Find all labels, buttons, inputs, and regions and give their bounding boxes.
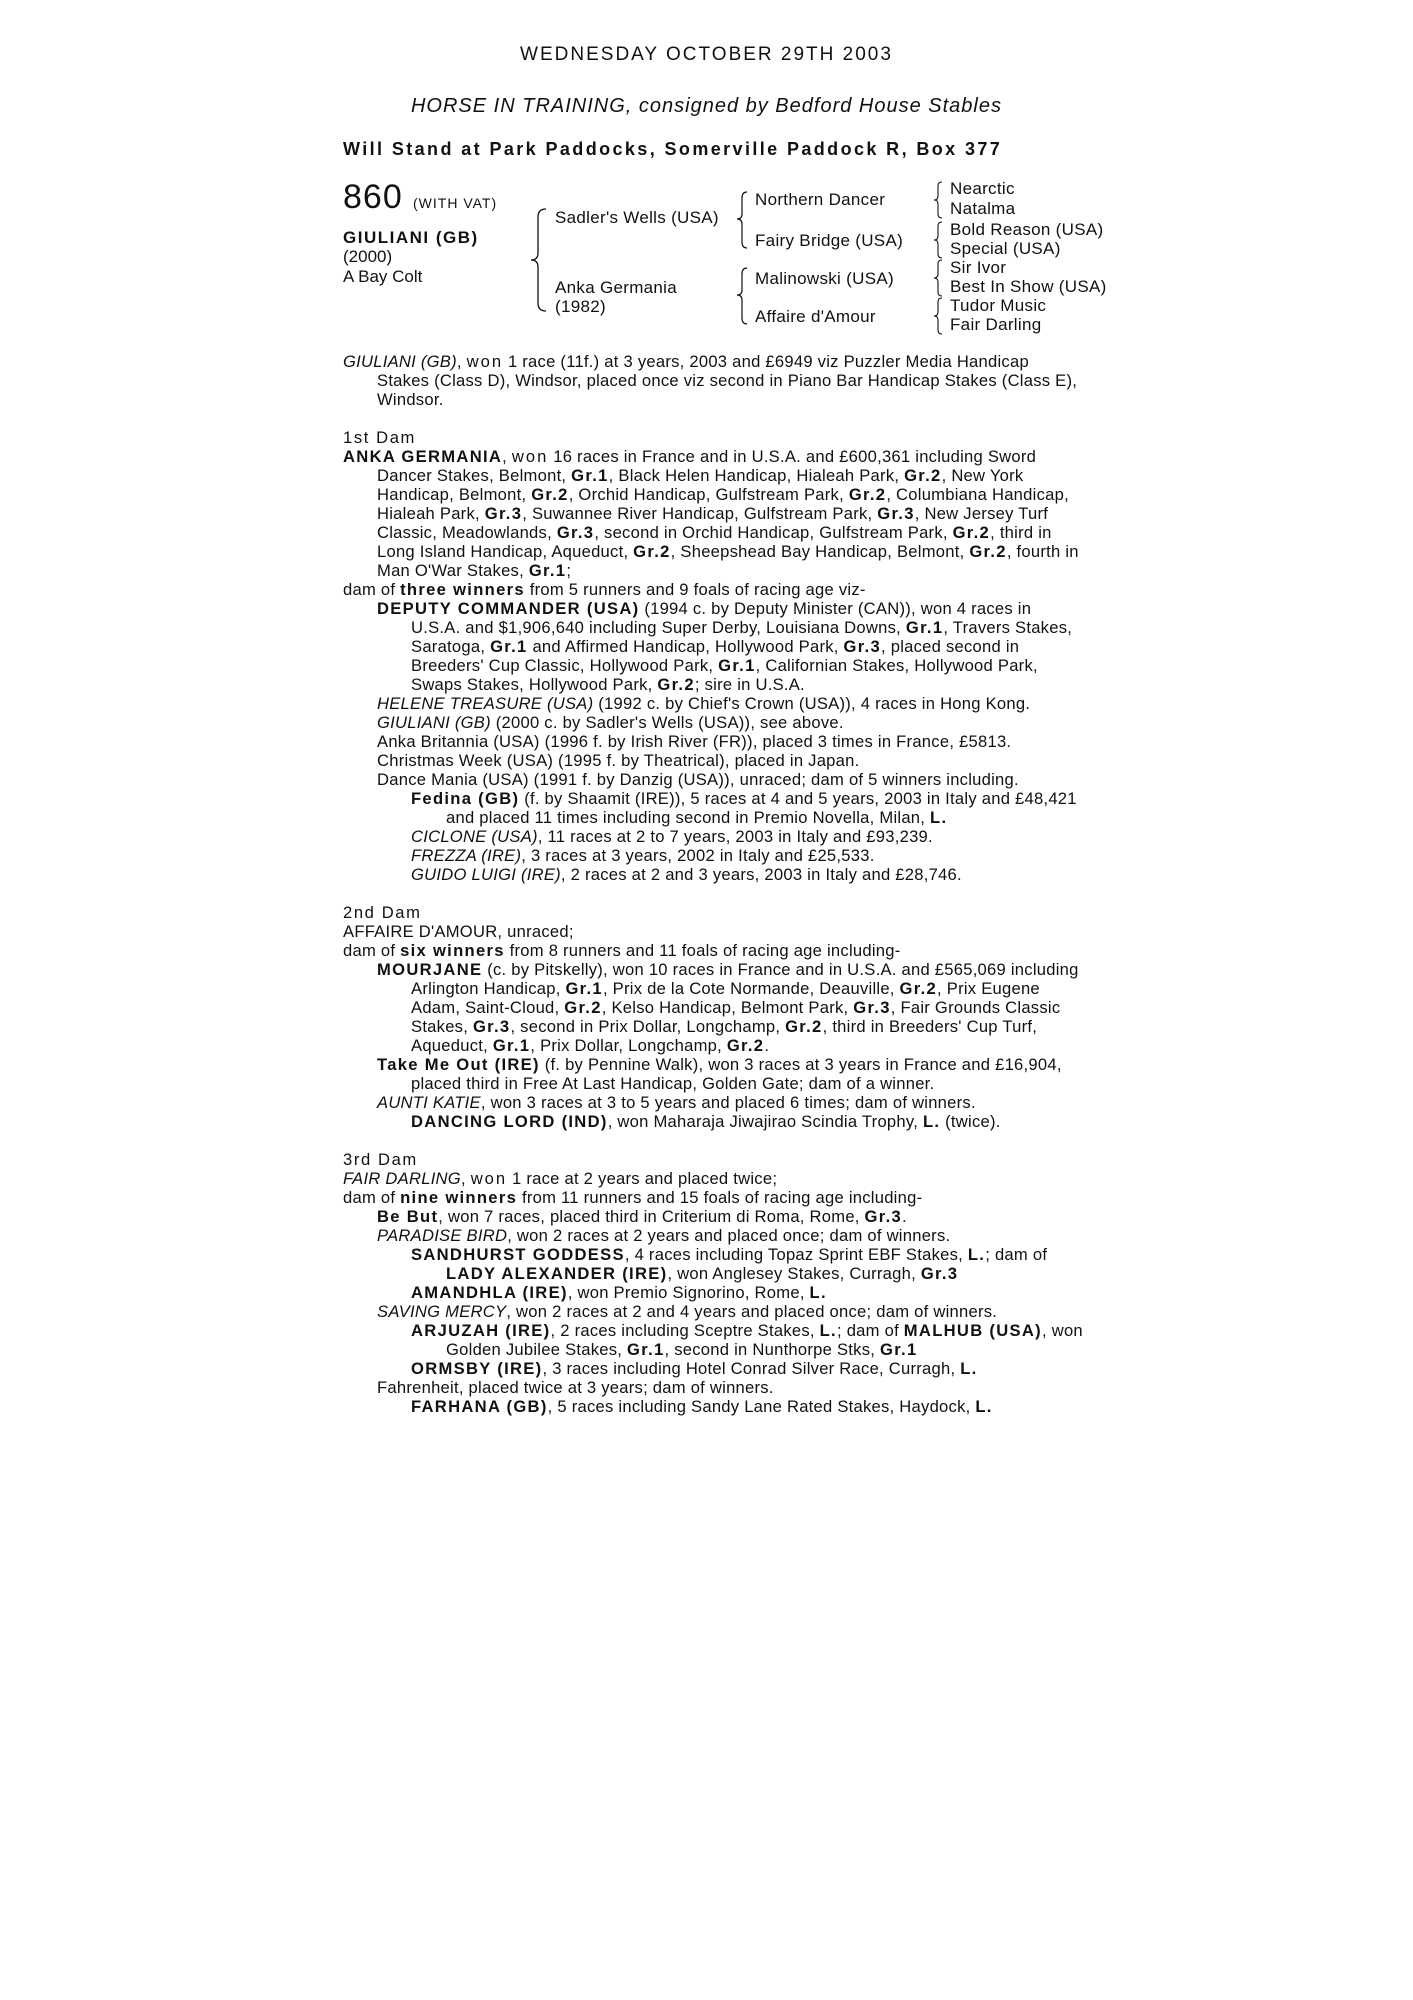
pedigree-gg-1: Nearctic: [950, 179, 1015, 198]
pedigree-brace-main: [528, 205, 550, 315]
sale-date: WEDNESDAY OCTOBER 29TH 2003: [520, 44, 893, 65]
horse-name: GIULIANI (GB): [343, 228, 479, 247]
pedigree-brace-g1: [931, 180, 945, 220]
horse-year: (2000): [343, 247, 393, 266]
produce-christmas-week: Christmas Week (USA) (1995 f. by Theatrical), placed in Japan.: [377, 751, 860, 770]
second-dam-heading: 2nd Dam: [343, 903, 422, 922]
consignment-line: HORSE IN TRAINING, consigned by Bedford House Stables: [410, 95, 1002, 117]
pedigree-gg-3: Bold Reason (USA): [950, 220, 1104, 239]
produce-paradise-bird: PARADISE BIRD, won 2 races at 2 years and placed once; dam of winners.: [377, 1226, 951, 1245]
third-dam-heading: 3rd Dam: [343, 1150, 418, 1169]
pedigree-gg-4: Special (USA): [950, 239, 1061, 258]
produce-aunti-katie: AUNTI KATIE, won 3 races at 3 to 5 years and placed 6 times; dam of winners.: [377, 1093, 976, 1112]
grandproduce-dancing-lord: DANCING LORD (IND), won Maharaja Jiwajirao Scindia Trophy, L. (twice).: [411, 1112, 1001, 1131]
pedigree-gg-8: Fair Darling: [950, 315, 1042, 334]
pedigree-sire: Sadler's Wells (USA): [555, 208, 719, 227]
pedigree-brace-g4: [931, 296, 945, 336]
second-dam-produce-summary: dam of six winners from 8 runners and 11 foals of racing age including-: [343, 941, 901, 960]
produce-be-but: Be But, won 7 races, placed third in Criterium di Roma, Rome, Gr.3.: [377, 1207, 907, 1226]
second-dam-record: AFFAIRE D'AMOUR, unraced;: [343, 922, 574, 941]
grandproduce-guido-luigi: GUIDO LUIGI (IRE), 2 races at 2 and 3 years, 2003 in Italy and £28,746.: [411, 865, 962, 884]
grandproduce-fedina: Fedina (GB) (f. by Shaamit (IRE)), 5 races at 4 and 5 years, 2003 in Italy and £48,421 and placed 11 times including second in Premio Novella, Milan, L.: [411, 789, 1077, 827]
grandproduce-frezza: FREZZA (IRE), 3 races at 3 years, 2002 in Italy and £25,533.: [411, 846, 875, 865]
produce-dance-mania: Dance Mania (USA) (1991 f. by Danzig (USA)), unraced; dam of 5 winners including.: [377, 770, 1019, 789]
stand-location: Will Stand at Park Paddocks, Somerville Paddock R, Box 377: [343, 139, 1003, 159]
grandproduce-arjuzah: ARJUZAH (IRE), 2 races including Sceptre Stakes, L.; dam of MALHUB (USA), won Golden Jubilee Stakes, Gr.1, second in Nunthorpe Stks, Gr.1: [411, 1321, 1083, 1359]
catalogue-body: [343, 352, 1083, 1416]
grandproduce-farhana: FARHANA (GB), 5 races including Sandy Lane Rated Stakes, Haydock, L.: [411, 1397, 993, 1416]
horse-record: GIULIANI (GB), won 1 race (11f.) at 3 years, 2003 and £6949 viz Puzzler Media Handicap Stakes (Class D), Windsor, placed once viz second in Piano Bar Handicap Stakes (Class E), Windsor.: [343, 352, 1078, 409]
first-dam-heading: 1st Dam: [343, 428, 416, 447]
pedigree-brace-g3: [931, 258, 945, 298]
produce-saving-mercy: SAVING MERCY, won 2 races at 2 and 4 years and placed once; dam of winners.: [377, 1302, 998, 1321]
pedigree-dam-dam: Affaire d'Amour: [755, 307, 876, 326]
pedigree-brace-sire: [734, 190, 750, 250]
produce-helene-treasure: HELENE TREASURE (USA) (1992 c. by Chief's Crown (USA)), 4 races in Hong Kong.: [377, 694, 1031, 713]
produce-fahrenheit: Fahrenheit, placed twice at 3 years; dam of winners.: [377, 1378, 774, 1397]
pedigree-brace-g2: [931, 220, 945, 260]
pedigree-dam: Anka Germania: [555, 278, 678, 297]
pedigree-gg-2: Natalma: [950, 199, 1016, 218]
first-dam-produce-summary: dam of three winners from 5 runners and 9 foals of racing age viz-: [343, 580, 866, 599]
pedigree-dam-sire: Malinowski (USA): [755, 269, 894, 288]
grandproduce-ormsby: ORMSBY (IRE), 3 races including Hotel Conrad Silver Race, Curragh, L.: [411, 1359, 978, 1378]
pedigree-gg-7: Tudor Music: [950, 296, 1047, 315]
horse-description: A Bay Colt: [343, 267, 423, 286]
lot-number: 860: [343, 178, 403, 216]
produce-anka-britannia: Anka Britannia (USA) (1996 f. by Irish River (FR)), placed 3 times in France, £5813.: [377, 732, 1012, 751]
pedigree-dam-year: (1982): [555, 297, 606, 316]
produce-giuliani: GIULIANI (GB) (2000 c. by Sadler's Wells (USA)), see above.: [377, 713, 844, 732]
third-dam-record: FAIR DARLING, won 1 race at 2 years and placed twice;: [343, 1169, 778, 1188]
produce-deputy-commander: DEPUTY COMMANDER (USA) (1994 c. by Deputy Minister (CAN)), won 4 races in U.S.A. and $1,906,640 including Super Derby, Louisiana Downs, Gr.1, Travers Stakes, Saratoga, Gr.1 and Affirmed Handicap, Hollywood Park, Gr.3, placed second in Breeders' Cup Classic, Hollywood Park, Gr.1, Californian Stakes, Hollywood Park, Swaps Stakes, Hollywood Park, Gr.2; sire in U.S.A.: [377, 599, 1073, 694]
produce-take-me-out: Take Me Out (IRE) (f. by Pennine Walk), won 3 races at 3 years in France and £16,904, placed third in Free At Last Handicap, Golden Gate; dam of a winner.: [377, 1055, 1062, 1093]
third-dam-produce-summary: dam of nine winners from 11 runners and 15 foals of racing age including-: [343, 1188, 923, 1207]
vat-note: (WITH VAT): [413, 195, 498, 211]
produce-mourjane: MOURJANE (c. by Pitskelly), won 10 races in France and in U.S.A. and £565,069 including Arlington Handicap, Gr.1, Prix de la Cote Normande, Deauville, Gr.2, Prix Eugene Adam, Saint-Cloud, Gr.2, Kelso Handicap, Belmont Park, Gr.3, Fair Grounds Classic Stakes, Gr.3, second in Prix Dollar, Longchamp, Gr.2, third in Breeders' Cup Turf, Aqueduct, Gr.1, Prix Dollar, Longchamp, Gr.2.: [377, 960, 1079, 1055]
pedigree-sire-dam: Fairy Bridge (USA): [755, 231, 904, 250]
first-dam-record: ANKA GERMANIA, won 16 races in France and in U.S.A. and £600,361 including Sword Dancer Stakes, Belmont, Gr.1, Black Helen Handicap, Hialeah Park, Gr.2, New York Handicap, Belmont, Gr.2, Orchid Handicap, Gulfstream Park, Gr.2, Columbiana Handicap, Hialeah Park, Gr.3, Suwannee River Handicap, Gulfstream Park, Gr.3, New Jersey Turf Classic, Meadowlands, Gr.3, second in Orchid Handicap, Gulfstream Park, Gr.2, third in Long Island Handicap, Aqueduct, Gr.2, Sheepshead Bay Handicap, Belmont, Gr.2, fourth in Man O'War Stakes, Gr.1;: [343, 447, 1079, 580]
grandproduce-sandhurst-goddess: SANDHURST GODDESS, 4 races including Topaz Sprint EBF Stakes, L.; dam of LADY ALEXANDER (IRE), won Anglesey Stakes, Curragh, Gr.3: [411, 1245, 1048, 1283]
pedigree-gg-5: Sir Ivor: [950, 258, 1007, 277]
pedigree-brace-dam: [734, 266, 750, 326]
grandproduce-amandhla: AMANDHLA (IRE), won Premio Signorino, Rome, L.: [411, 1283, 827, 1302]
grandproduce-ciclone: CICLONE (USA), 11 races at 2 to 7 years, 2003 in Italy and £93,239.: [411, 827, 933, 846]
pedigree-sire-sire: Northern Dancer: [755, 190, 886, 209]
pedigree-gg-6: Best In Show (USA): [950, 277, 1107, 296]
